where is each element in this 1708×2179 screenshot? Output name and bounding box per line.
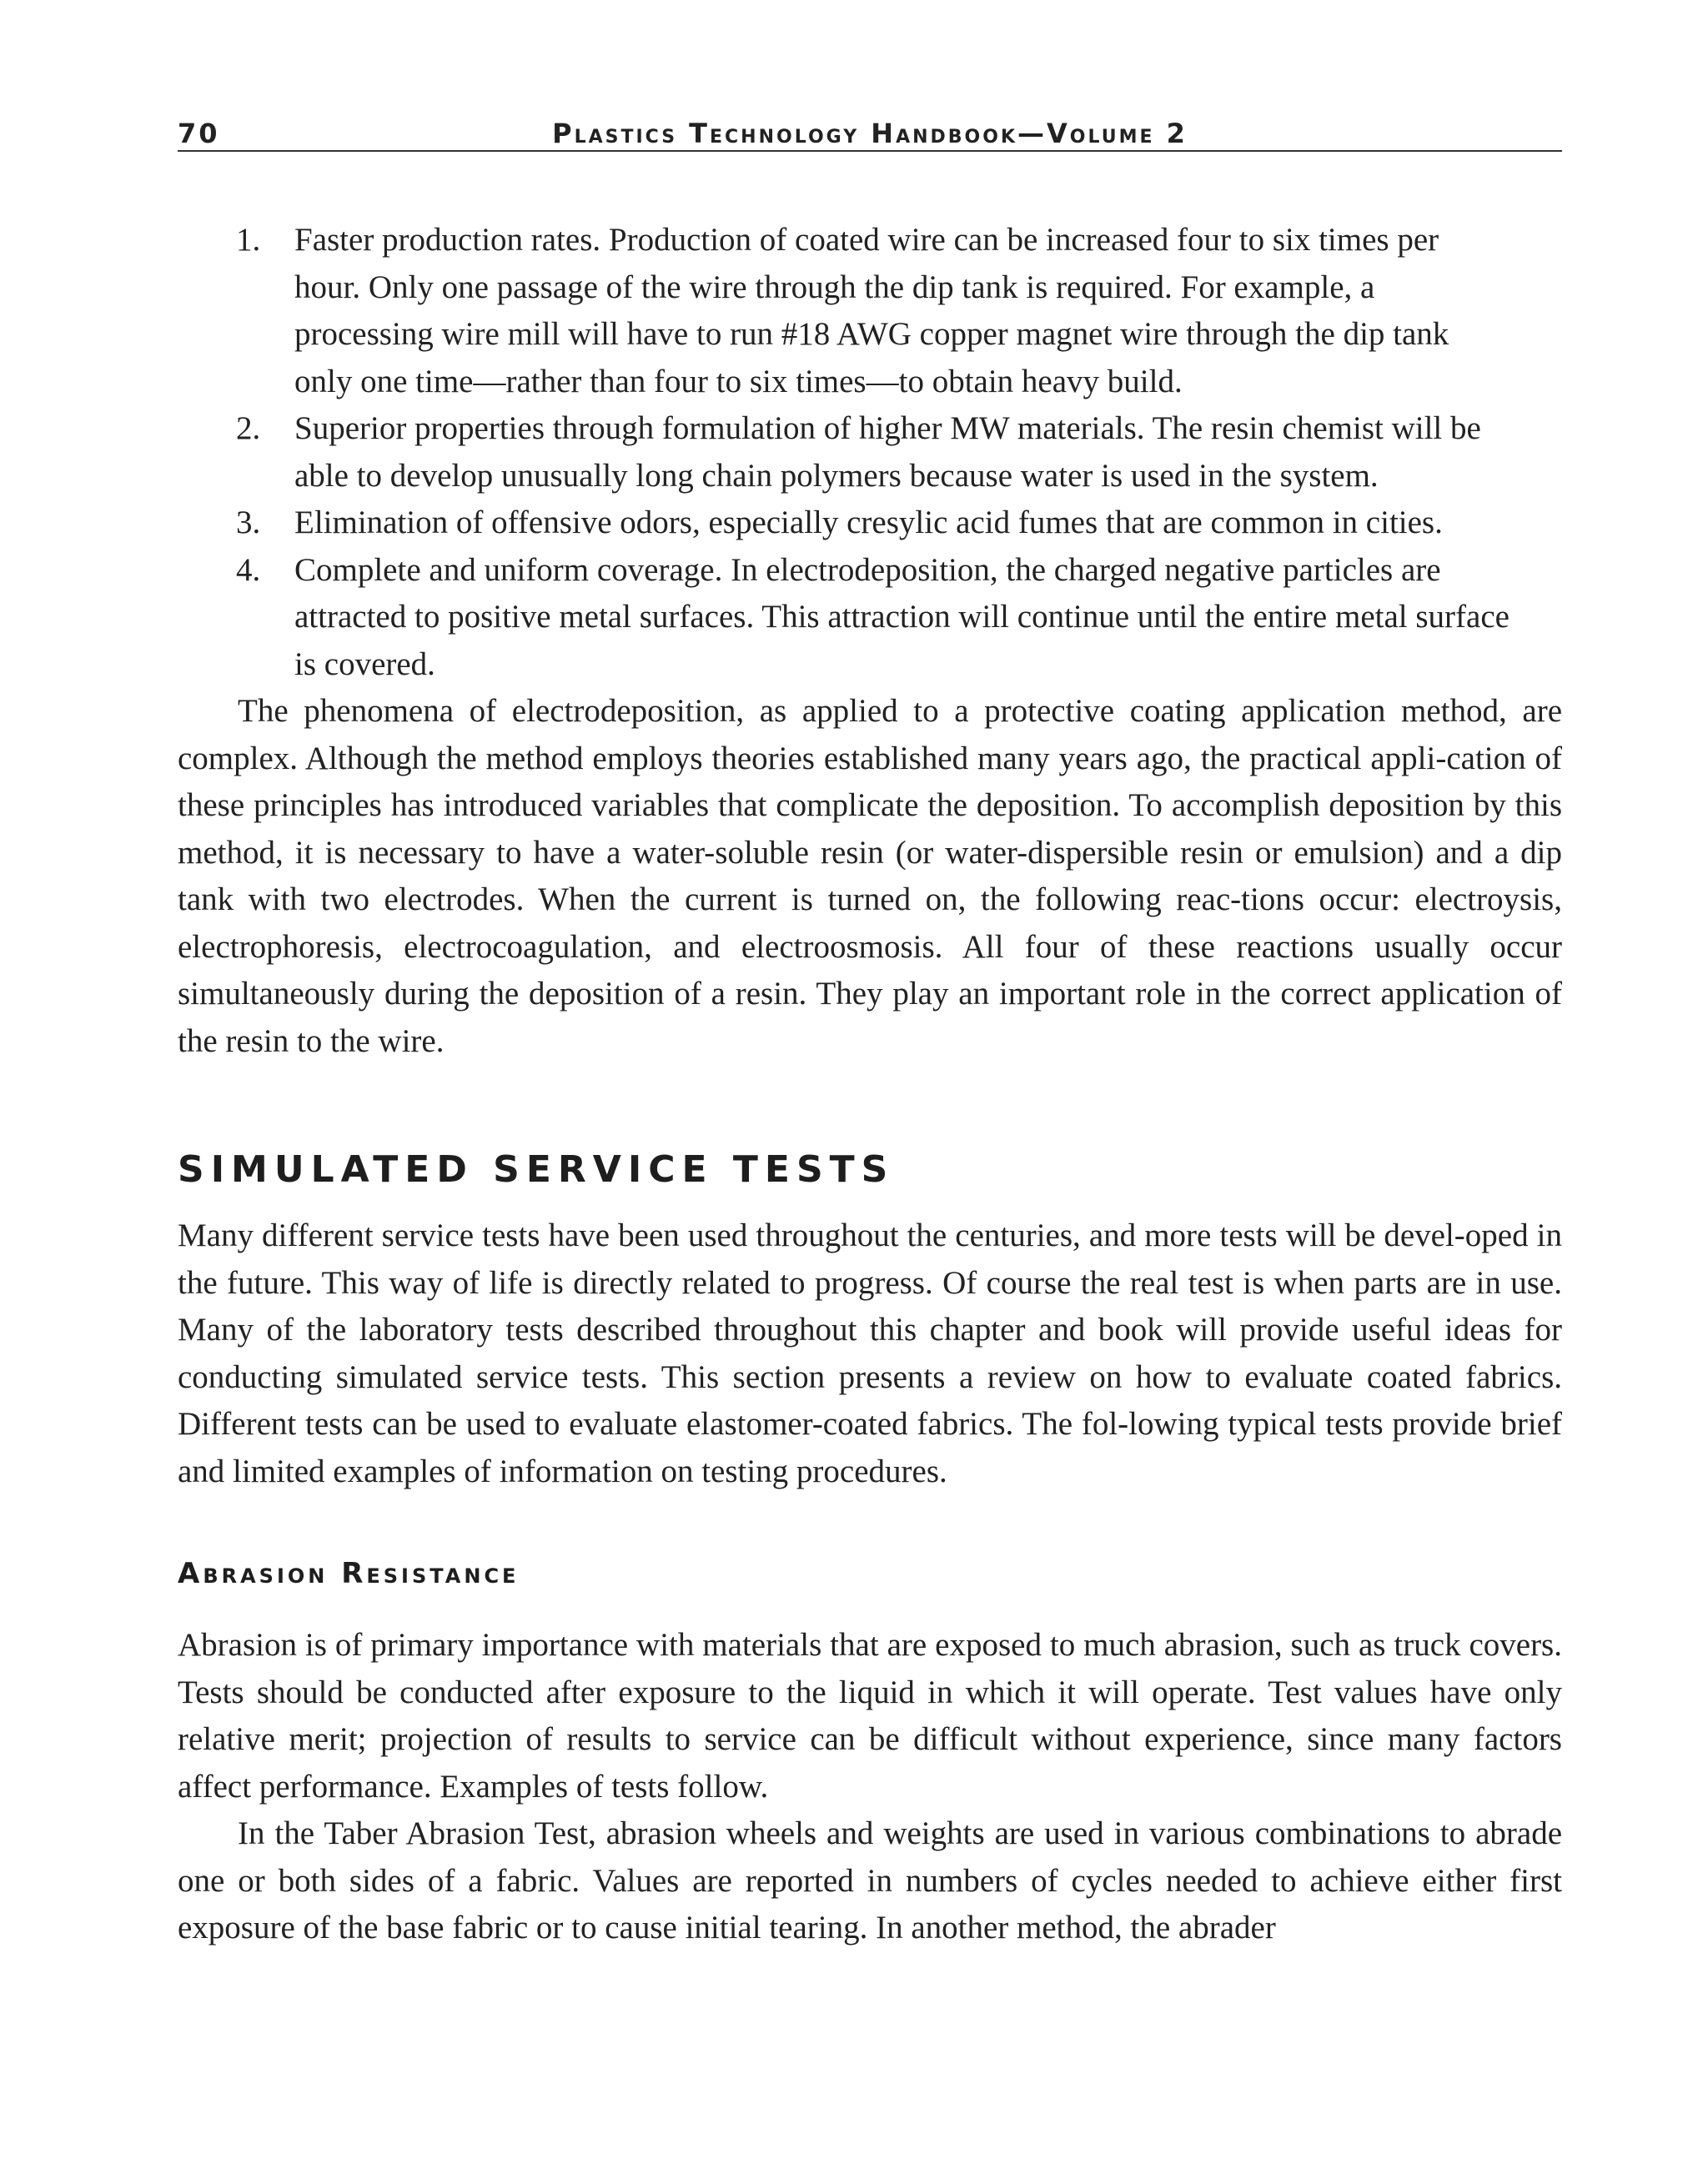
abrasion-paragraph-1: Abrasion is of primary importance with materials that are exposed to much abrasion, such as truck covers. Tests should be conducted after exposure to the liquid in which it will operate. Test values have only relative merit; projection of results to service can be difficult without experience, since many factors affect performance. Examples of tests follow.	[178, 1627, 1562, 1805]
list-item	[178, 405, 1562, 500]
page-number: 70	[178, 118, 220, 149]
subsection-heading: Abrasion Resistance	[178, 1557, 520, 1590]
list-item	[178, 500, 1562, 547]
page	[178, 117, 1562, 1952]
running-header	[178, 117, 1562, 152]
abrasion-paragraph-2: In the Taber Abrasion Test, abrasion wheels and weights are used in various combinations to abrade one or both sides of a fabric. Values are reported in numbers of cycles needed to achieve either first exposure of the base fabric or to cause initial tearing. In another method, the abrader	[178, 1815, 1562, 1946]
list-item-text: Faster production rates. Production of coated wire can be increased four to six times per hour. Only one passage of the wire through the dip tank is required. For example, a processing wire mill will have to run #18 AWG copper magnet wire through the dip tank only one time—rather than four to six times—to obtain heavy build.	[294, 222, 1449, 399]
list-item	[178, 217, 1562, 405]
running-title: Plastics Technology Handbook—Volume 2	[552, 118, 1188, 149]
list-item-text: Complete and uniform coverage. In electrodeposition, the charged negative particles are attracted to positive metal surfaces. This attraction will continue until the entire metal surface is covered.	[294, 551, 1510, 682]
list-item-text: Elimination of offensive odors, especially cresylic acid fumes that are common in cities.	[294, 505, 1443, 540]
list-item-text: Superior properties through formulation of higher MW materials. The resin chemist will be able to develop unusually long chain polymers because water is used in the system.	[294, 410, 1481, 494]
section-heading: SIMULATED SERVICE TESTS	[178, 1148, 895, 1191]
section-intro-paragraph: Many different service tests have been used throughout the centuries, and more tests will be devel-oped in the future. This way of life is directly related to progress. Of course the real test is when parts are in use. Many of the laboratory tests described throughout this chapter and book will provide useful ideas for conducting simulated service tests. This section presents a review on how to evaluate coated fabrics. Different tests can be used to evaluate elastomer-coated fabrics. The fol-lowing typical tests provide brief and limited examples of information on testing procedures.	[178, 1218, 1562, 1489]
list-item-number: 3.	[236, 505, 261, 540]
list-item-number: 2.	[236, 410, 261, 446]
electrodeposition-paragraph: The phenomena of electrodeposition, as applied to a protective coating application method, are complex. Although the method employs theories established many years ago, the practical appli-cation of these principles has introduced variables that complicate the deposition. To accomplish deposition by this method, it is necessary to have a water-soluble resin (or water-dispersible resin or emulsion) and a dip tank with two electrodes. When the current is turned on, the following reac-tions occur: electroysis, electrophoresis, electrocoagulation, and electroosmosis. All four of these reactions usually occur simultaneously during the deposition of a resin. They play an important role in the correct application of the resin to the wire.	[178, 693, 1562, 1059]
list-item-number: 4.	[236, 551, 261, 588]
list-item	[178, 547, 1562, 689]
list-item-number: 1.	[236, 222, 261, 258]
numbered-list	[178, 217, 1562, 688]
